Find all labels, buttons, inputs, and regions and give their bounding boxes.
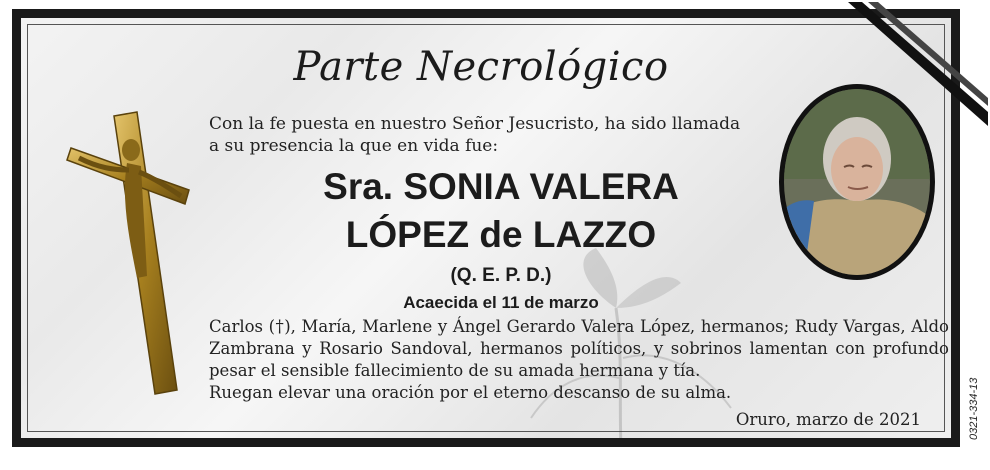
- mourning-ribbon-icon: [848, 2, 988, 122]
- crucifix-icon: [59, 108, 199, 398]
- place-date: Oruro, marzo de 2021: [735, 410, 921, 429]
- death-date: Acaecida el 11 de marzo: [403, 293, 599, 312]
- intro-line-1: Con la fe puesta en nuestro Señor Jesucristo, ha sido llamada: [209, 114, 741, 134]
- deceased-name-line-2: LÓPEZ de LAZZO: [345, 214, 657, 255]
- intro-line-2: a su presencia la que en vida fue:: [209, 136, 499, 156]
- ad-code: 0321-334-13: [968, 377, 980, 440]
- qepd-label: (Q. E. P. D.): [450, 265, 552, 286]
- mourners-paragraph: [209, 316, 949, 382]
- deceased-name-line-1: Sra. SONIA VALERA: [323, 166, 679, 207]
- notice-background: [21, 18, 951, 438]
- intro-text: [209, 113, 769, 157]
- notice-frame: [12, 9, 960, 447]
- notice-title: Parte Necrológico: [293, 44, 669, 90]
- mourners-text: Carlos (†), María, Marlene y Ángel Gerardo Valera López, hermanos; Rudy Vargas, Aldo Zambrana y Rosario Sandoval, hermanos políticos, y sobrinos lamentan con profundo pesar el sensible fallecimiento de su amada hermana y tía.: [209, 317, 949, 380]
- closing-text: Ruegan elevar una oración por el eterno descanso de su alma.: [209, 383, 732, 402]
